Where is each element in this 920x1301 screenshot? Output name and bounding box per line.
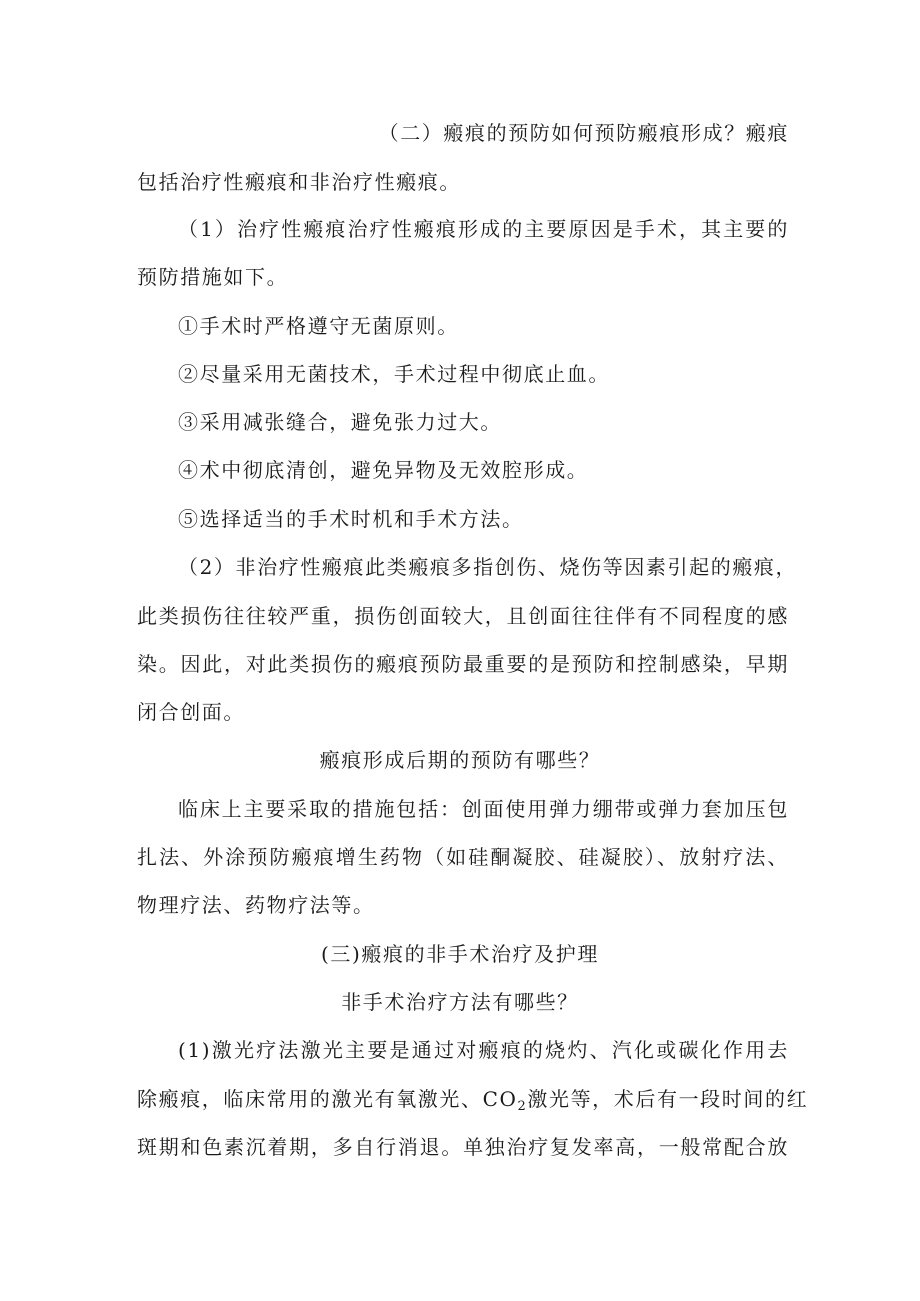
section-heading-prevention: （二）瘢痕的预防如何预防瘢痕形成？瘢痕: [378, 121, 789, 145]
list-item: ④术中彻底清创，避免异物及无效腔形成。: [178, 458, 589, 482]
paragraph-line: 包括治疗性瘢痕和非治疗性瘢痕。: [137, 170, 461, 194]
paragraph-line: 临床上主要采取的措施包括：创面使用弹力绷带或弹力套加压包: [178, 797, 789, 821]
list-item: ③采用减张缝合，避免张力过大。: [178, 410, 502, 434]
list-item: ②尽量采用无菌技术，手术过程中彻底止血。: [178, 362, 610, 386]
paragraph-line: （1）治疗性瘢痕治疗性瘢痕形成的主要原因是手术，其主要的: [178, 217, 789, 241]
paragraph-line-laser: [137, 1084, 809, 1114]
paragraph-line: 闭合创面。: [137, 700, 245, 724]
list-item: ⑤选择适当的手术时机和手术方法。: [178, 507, 524, 531]
subheading-late-prevention: 瘢痕形成后期的预防有哪些？: [319, 748, 601, 772]
paragraph-line: 斑期和色素沉着期，多自行消退。单独治疗复发率高，一般常配合放: [137, 1135, 789, 1159]
paragraph-line: 染。因此，对此类损伤的瘢痕预防最重要的是预防和控制感染，早期: [137, 652, 789, 676]
paragraph-line: (1)激光疗法激光主要是通过对瘢痕的烧灼、汽化或碳化作用去: [178, 1038, 789, 1062]
laser-text-before: 除瘢痕，临床常用的激光有氧激光、CO: [137, 1087, 518, 1111]
co2-subscript: 2: [517, 1099, 528, 1114]
paragraph-line: （2）非治疗性瘢痕此类瘢痕多指创伤、烧伤等因素引起的瘢痕，: [178, 555, 798, 579]
section-heading-nonsurgical: (三)瘢痕的非手术治疗及护理: [320, 942, 599, 966]
paragraph-line: 物理疗法、药物疗法等。: [137, 893, 375, 917]
paragraph-line: 预防措施如下。: [137, 265, 289, 289]
laser-text-after: 激光等，术后有一段时间的红: [527, 1087, 809, 1111]
subheading-nonsurgical-methods: 非手术治疗方法有哪些？: [341, 990, 579, 1014]
paragraph-line: 此类损伤往往较严重，损伤创面较大，且创面往往伴有不同程度的感: [137, 604, 789, 628]
list-item: ①手术时严格遵守无菌原则。: [178, 314, 459, 338]
paragraph-line: 扎法、外涂预防瘢痕增生药物（如硅酮凝胶、硅凝胶）、放射疗法、: [137, 845, 789, 869]
